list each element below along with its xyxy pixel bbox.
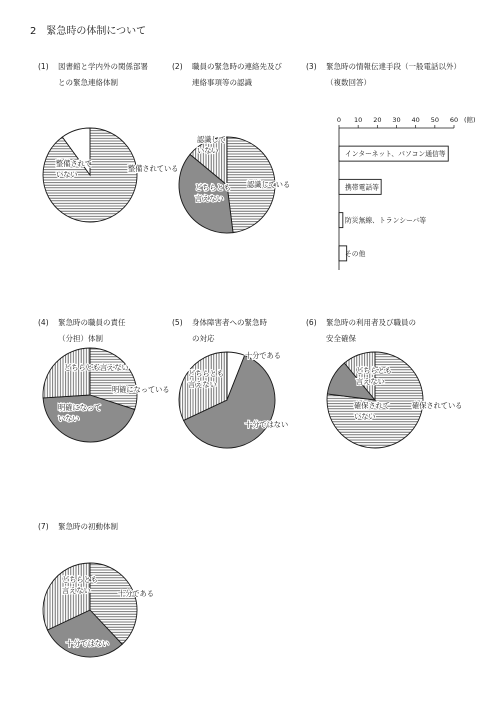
chart-6-label-1: 確保されている xyxy=(412,401,463,410)
chart-2-label-1: 認識している xyxy=(247,180,291,189)
chart-7-label-2: 十分ではない xyxy=(66,639,110,648)
chart-4-label-1: 明確になっている xyxy=(112,385,170,394)
chart-6-label-2: 確保されて xyxy=(354,401,390,410)
chart-2-label-3: 認識して xyxy=(197,135,226,144)
chart-3-title-line2: （複数回答） xyxy=(326,78,371,87)
chart-5-label-3: 言えない xyxy=(188,380,217,389)
chart-3-tick-6: 50 xyxy=(430,116,439,124)
chart-1-title-line2: との緊急連絡体制 xyxy=(58,78,118,87)
chart-3-tick-1: 0 xyxy=(336,116,342,124)
chart-2-label-3: いない xyxy=(197,146,219,155)
chart-5-number: (5) xyxy=(172,318,183,327)
chart-3-tick-3: 20 xyxy=(373,116,382,124)
chart-3-tick-2: 10 xyxy=(354,116,363,124)
chart-3-bar-3 xyxy=(339,213,343,228)
chart-7-title-line1: 緊急時の初動体制 xyxy=(58,522,118,531)
chart-3-number: (3) xyxy=(306,62,317,71)
chart-4-slice-3 xyxy=(43,348,90,398)
chart-6-label-3: 言えない xyxy=(356,377,385,386)
chart-5-title-line2: の対応 xyxy=(192,334,215,343)
chart-2-title-line2: 連絡事項等の認識 xyxy=(192,78,252,87)
page-heading: 2 緊急時の体制について xyxy=(30,26,147,37)
chart-6-number: (6) xyxy=(306,318,317,327)
chart-6-label-3: どちらとも xyxy=(356,366,392,375)
chart-4-label-3: どちらとも言えない xyxy=(64,363,129,372)
chart-7-label-3: どちらとも xyxy=(62,575,98,584)
chart-7-number: (7) xyxy=(38,522,49,531)
chart-5-label-2: 十分ではない xyxy=(245,420,289,429)
chart-2-title-line1: 職員の緊急時の連絡先及び xyxy=(192,62,282,71)
chart-4-title-line1: 緊急時の職員の責任 xyxy=(58,318,126,327)
chart-3-tick-4: 30 xyxy=(392,116,401,124)
chart-3-tick-7: 60 xyxy=(449,116,459,124)
chart-1-title-line1: 図書館と学内外の関係部署 xyxy=(58,62,148,71)
chart-3-category-2: 携帯電話等 xyxy=(345,183,379,192)
chart-1-label-2: 整備されて xyxy=(56,159,92,168)
chart-3-category-1: インターネット、パソコン通信等 xyxy=(345,150,446,159)
chart-2-number: (2) xyxy=(172,62,183,71)
chart-3-category-3: 防災無線、トランシーバ等 xyxy=(345,216,427,225)
chart-1-label-2: いない xyxy=(56,170,78,179)
chart-4-label-2: いない xyxy=(58,414,80,423)
chart-4-number: (4) xyxy=(38,318,49,327)
chart-2-label-2: どちらとも xyxy=(195,183,231,192)
chart-2-label-2: 言えない xyxy=(195,194,224,203)
chart-6-title-line1: 緊急時の利用者及び職員の xyxy=(326,318,416,327)
chart-6-title-line2: 安全確保 xyxy=(326,334,356,343)
chart-6-label-2: いない xyxy=(354,412,376,421)
chart-5-label-3: どちらとも xyxy=(188,369,224,378)
chart-3-category-4: その他 xyxy=(345,249,366,258)
chart-5-title-line1: 身体障害者への緊急時 xyxy=(192,318,267,327)
chart-4-label-2: 明確になって xyxy=(58,403,102,412)
chart-3-title-line1: 緊急時の情報伝達手段（一般電話以外） xyxy=(326,62,461,71)
chart-1-number: (1) xyxy=(38,62,49,71)
chart-3-tick-5: 40 xyxy=(411,116,420,124)
chart-7-label-1: 十分である xyxy=(118,589,154,598)
chart-1-label-1: 整備されている xyxy=(128,164,179,173)
chart-4-title-line2: （分担）体制 xyxy=(58,334,103,343)
chart-5-label-1: 十分である xyxy=(245,351,281,360)
chart-7-label-3: 言えない xyxy=(62,586,91,595)
chart-3-unit: (館) xyxy=(464,116,476,124)
